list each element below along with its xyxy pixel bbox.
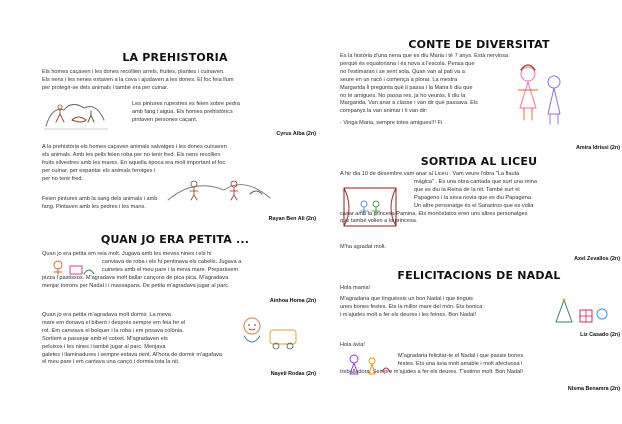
prehistoria-paragraph-2: Les pintures rupestres es feien sobre pedra amb fang i aigua. Els homes prehistòrics pintaven persones caçant. [132, 101, 240, 123]
nadal-paragraph-2: Hola àvia! M'agradaria felicitar-te el Nadal i que passis bones festes. Ets una àvia molt amable i molt afectuosa i treballadora. Sempre m'ajudes a fer els deures. T'estimo molt. Bon Nadal! [340, 342, 524, 375]
conte-paragraph: Es la història d'una nena que es diu Maria i té 7 anys. Està nerviosa perquè és equatoriana i és nova a l'escola. Pensa que no l'estimaran i se sent sola. Quan van al pati va a seure en un racó i comença a plorar. La mestra Margarida li pregunta què li passa i la Maria li diu que no té amigues. No passa res, ja ho veuràs, li diu la Margarida. Van anar a classe i van dir què passava. Els companys la van animar i li van dir: - Vinga Maria, sempre totes amigues!!! Fi [340, 53, 509, 127]
signature-nayeli: Nayeli Rodas (2n) [270, 371, 316, 377]
child-drawing-icon [44, 258, 98, 280]
cave-painting-drawing-icon [42, 96, 110, 132]
christmas-drawing-icon [542, 296, 612, 326]
grandmother-drawing-icon [342, 352, 394, 376]
baby-drawing-icon [224, 312, 304, 354]
prehistoria-title: LA PREHISTORIA [122, 51, 228, 64]
family-drawing-icon [164, 172, 274, 204]
prehistoria-paragraph-3: A la prehistòria els homes caçaven animals salvatges i les dones cuinaven els animals. Amb les pells feien roba per no tenir fred. Els nens recollien fruits silvestres amb les mares. En aquella època era molt important el foc per cuinar, per espantar els animals ferotges i per no tenir fred. [42, 144, 227, 182]
signature-nisma: Nisma Benamra (2n) [567, 386, 620, 392]
conte-title: CONTE DE DIVERSITAT [408, 38, 550, 51]
signature-cyrus: Cyrus Alba (2n) [276, 131, 316, 137]
signature-axel: Axel Zevallos (2n) [574, 256, 620, 262]
child-drawing-icon [506, 60, 570, 130]
signature-ainhoa: Ainhoa Homa (2n) [269, 298, 316, 304]
prehistoria-paragraph-1: Els homes caçaven i les dones recollien arrels, fruites, plantes i cuinaven. Els nens i les nenes estaven a la cova i ajudaven a les dones. El foc feia llum per protegir-se dels animals i també era per cuinar. [42, 69, 234, 91]
prehistoria-paragraph-4: Feien pintures amb la sang dels animals i amb fang. Pintaven amb les pedres i les mans. [42, 196, 158, 210]
petita-title: QUAN JO ERA PETITA ... [100, 233, 250, 246]
liceu-closing: M'ha agradat molt. [340, 244, 387, 250]
petita-paragraph-2: Quan jo era petita m'agradava molt dormir. La meva mare em donava el biberó i després sempre em feia fer el rot. Em canviava el bolquer i la roba i em posava colònia. Sortíem a passejar amb el cotxet. M'agradaven els peluixos i les nines i també jugar al parc. Menjava galetes i llaminadures i sempre estava rient. Al'hora de dormir m'agafava el meu pare i em cantava una cançó i dormia tota la nit. [42, 312, 222, 366]
liceu-paragraph: A hir dia 10 de desembre vam anar al Liceu . Vam veure l'obra "La flauta màgica" . Es una obra cantada que surt una reina que es diu la Reina de la nit. També surt el Papageno i la seva novia que es diu Papagena. Un altre personatge és el Sarastros que es volia casar amb la princesa Pamina. Els monòstatos eren uns altres personatges que també volien a la princesa. [340, 171, 537, 225]
nadal-title: FELICITACIONS DE NADAL [397, 269, 561, 282]
nadal-paragraph-1: Hola mama! M'agradaria que tinguéssis un bon Nadal i que tinguis unes bones festes. Ets la millor mare del món. Ets bonica i m'ajudes molt a fer els deures i les feines. Bon Nadal! [340, 285, 483, 318]
liceu-title: SORTIDA AL LICEU [420, 155, 538, 168]
signature-amira: Amira Idrissi (2n) [575, 145, 620, 151]
petita-paragraph-1: Quan jo era petita em reia molt. Jugava amb les meves nines i els hi canviava de roba i els hi pentinava els cabells. Jugava a cuinetes amb el meu pare i la meva mare. Preparàvem pizza i pastissos. M'agradava molt ballar cançons de pica pica. M'agradava menjar torrons per Nadal i i massapans. De petita m'agradava jugar al parc. [42, 251, 242, 289]
signature-liz: Liz Casado (2n) [580, 332, 620, 338]
signature-rayan: Rayan Ben Ali (2n) [268, 216, 316, 222]
